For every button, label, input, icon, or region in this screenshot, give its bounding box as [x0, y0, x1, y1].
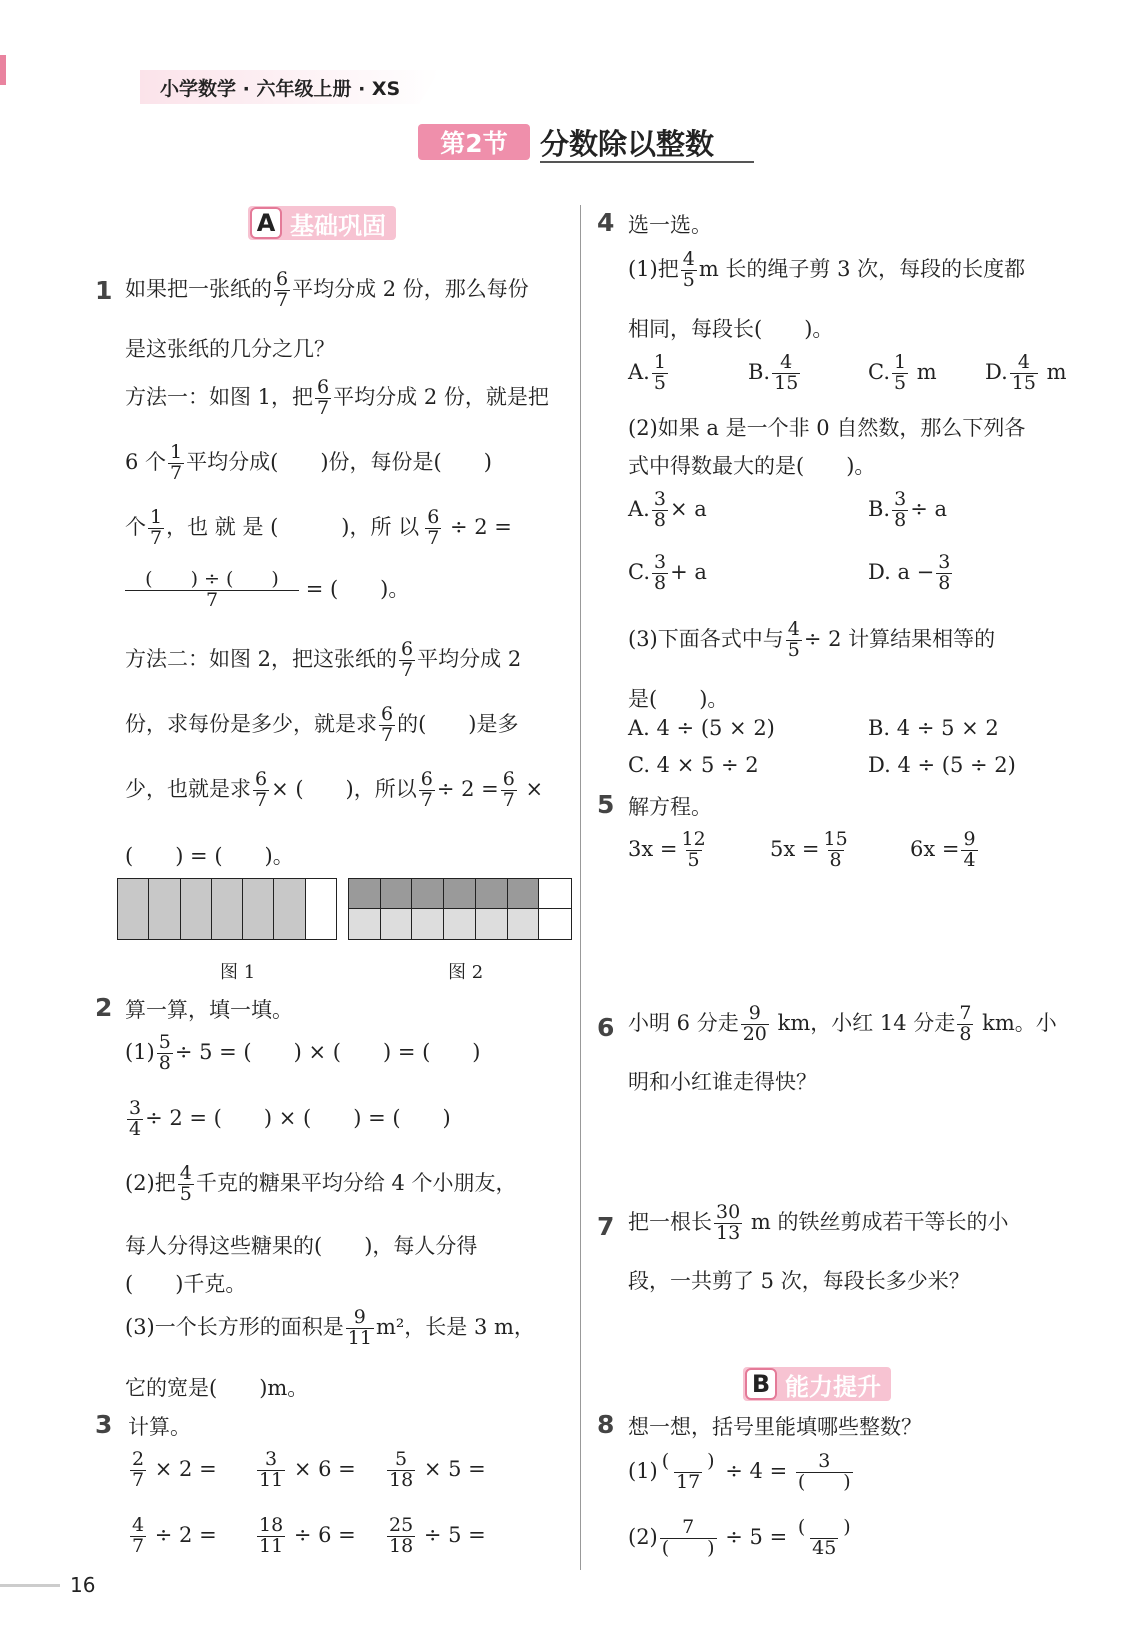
operation: ÷ 4 = — [725, 1458, 788, 1483]
numerator: 6 — [401, 638, 414, 660]
q4-sub3-option: A. 4 ÷ (5 × 2) — [628, 716, 775, 740]
q4-sub3-line2: 是( )。 — [628, 687, 729, 711]
fig1-cell-shaded — [274, 879, 305, 939]
numerator: 3 — [265, 1448, 278, 1470]
text: 平均分成 2 份，就是把 — [333, 384, 549, 409]
q5-number: 5 — [597, 790, 615, 819]
q6-line1 — [628, 1004, 1057, 1045]
q4-sub2-line2: 式中得数最大的是( )。 — [628, 454, 876, 478]
q8-row1 — [628, 1452, 855, 1493]
denominator: 15 — [774, 371, 799, 394]
q5-equation — [910, 830, 980, 871]
q4-sub1-line2: 相同，每段长( )。 — [628, 317, 834, 341]
text: × — [525, 776, 544, 801]
denominator: 7 — [132, 1468, 145, 1491]
fraction — [936, 553, 952, 594]
fraction — [892, 490, 908, 531]
option-letter: C. — [628, 559, 650, 584]
q4-sub3-line1 — [628, 620, 995, 661]
fraction — [786, 620, 802, 661]
text: ÷ 2 = — [449, 514, 512, 539]
text: (1) — [628, 1458, 658, 1483]
denominator: 45 — [812, 1536, 837, 1559]
fig1-cell-shaded — [181, 879, 212, 939]
fig2-cell-light — [476, 909, 508, 939]
numerator: 1 — [170, 441, 183, 463]
operation: ÷ 5 = — [423, 1522, 486, 1547]
fraction — [315, 378, 331, 419]
fraction — [821, 830, 849, 871]
fraction — [796, 1518, 853, 1559]
fraction — [257, 1516, 285, 1557]
fraction — [274, 270, 290, 311]
unit: m — [1046, 359, 1067, 384]
fraction — [652, 353, 668, 394]
numerator: ( ) — [797, 1516, 851, 1538]
numerator: 9 — [748, 1002, 761, 1024]
text: (1)把 — [628, 256, 679, 281]
expression: + a — [670, 559, 707, 584]
option-letter: D. — [985, 359, 1008, 384]
q1-line4 — [125, 443, 492, 484]
option-letter: D. — [868, 559, 891, 584]
denominator: 5 — [653, 371, 666, 394]
fraction — [660, 1452, 717, 1493]
operation: × 5 = — [423, 1456, 486, 1481]
numerator: 9 — [963, 828, 976, 850]
fraction — [1010, 353, 1038, 394]
fraction — [399, 640, 415, 681]
text: (3)下面各式中与 — [628, 626, 784, 651]
text: ÷ 2 计算结果相等的 — [803, 626, 996, 651]
fraction — [652, 490, 668, 531]
denominator: 18 — [389, 1534, 414, 1557]
denominator: 11 — [347, 1326, 372, 1349]
q3-item — [255, 1450, 356, 1491]
q3-item — [128, 1450, 217, 1491]
q4-sub1-option — [748, 353, 802, 394]
denominator: 7 — [317, 396, 330, 419]
q1-line5 — [125, 508, 512, 549]
fig1-cell-empty — [306, 879, 336, 939]
denominator: 8 — [959, 1022, 972, 1045]
denominator: 8 — [938, 571, 951, 594]
fraction — [652, 553, 668, 594]
text: 份，求每份是多少，就是求 — [125, 711, 377, 736]
denominator: ( ) — [797, 1470, 851, 1493]
text: 平均分成( )份，每份是( ) — [186, 449, 492, 474]
denominator: ( ) — [661, 1536, 715, 1559]
page-corner-mark — [0, 55, 6, 85]
fig2-cell-light — [444, 909, 476, 939]
text: (3)一个长方形的面积是 — [125, 1314, 344, 1339]
denominator: 4 — [963, 848, 976, 871]
q1-number: 1 — [95, 276, 113, 305]
equation-lhs: 6x = — [910, 836, 960, 861]
q4-sub3-option: C. 4 × 5 ÷ 2 — [628, 753, 759, 777]
fraction — [127, 1099, 143, 1140]
fraction — [130, 1450, 146, 1491]
fraction — [253, 770, 269, 811]
q4-sub2-option — [628, 553, 707, 594]
fig1-cell-shaded — [149, 879, 180, 939]
fraction — [681, 250, 697, 291]
fraction — [419, 770, 435, 811]
denominator: 11 — [259, 1534, 284, 1557]
numerator: 18 — [259, 1514, 284, 1536]
text: (2) — [628, 1524, 658, 1549]
text: 的( )是多 — [397, 711, 519, 736]
fraction — [892, 353, 908, 394]
fraction — [387, 1516, 415, 1557]
fraction — [679, 830, 707, 871]
text: × ( )，所以 — [271, 776, 417, 801]
numerator: 6 — [427, 506, 440, 528]
q1-line2: 是这张纸的几分之几？ — [125, 337, 335, 361]
denominator: 7 — [276, 288, 289, 311]
fig2-cell-dark — [476, 879, 508, 909]
fraction — [796, 1452, 853, 1493]
q4-sub1-option — [628, 353, 670, 394]
fig2-cell-empty — [539, 879, 571, 909]
text: 小明 6 分走 — [628, 1010, 739, 1035]
expression: × a — [669, 496, 707, 521]
text: 6 个 — [125, 449, 167, 474]
numerator: 3 — [938, 551, 951, 573]
q2-part3-line2: 它的宽是( )m。 — [125, 1376, 309, 1400]
text: 方法一：如图 1，把 — [125, 384, 314, 409]
q2-number: 2 — [95, 993, 113, 1022]
denominator: 5 — [687, 848, 700, 871]
fig2-cell-light — [508, 909, 540, 939]
numerator: 2 — [132, 1448, 145, 1470]
q1-line6 — [125, 570, 409, 611]
denominator: 8 — [894, 508, 907, 531]
option-letter: C. — [868, 359, 890, 384]
q7-line2: 段，一共剪了 5 次，每段长多少米？ — [628, 1269, 970, 1293]
q5-equation — [628, 830, 710, 871]
denominator: 5 — [682, 268, 695, 291]
title-underline — [540, 161, 754, 163]
denominator: 7 — [125, 590, 299, 611]
numerator: 3 — [129, 1097, 142, 1119]
fraction — [168, 443, 184, 484]
fig2-cell-dark — [349, 879, 381, 909]
part-a-heading — [248, 206, 396, 240]
operation: × 2 = — [154, 1456, 217, 1481]
fraction — [346, 1308, 374, 1349]
q4-sub2-option — [868, 553, 954, 594]
q4-sub2-option — [628, 490, 707, 531]
option-letter: A. — [628, 496, 650, 521]
part-a-badge: A — [250, 207, 282, 239]
text: 少，也就是求 — [125, 776, 251, 801]
q4-number: 4 — [597, 208, 615, 237]
fraction — [660, 1518, 717, 1559]
part-b-label: 能力提升 — [785, 1372, 881, 1401]
q3-item — [128, 1516, 217, 1557]
operation: ÷ 5 = — [725, 1524, 788, 1549]
numerator: 3 — [818, 1450, 831, 1472]
q1-line1 — [125, 270, 529, 311]
option-letter: A. — [628, 359, 650, 384]
numerator: 5 — [395, 1448, 408, 1470]
part-b-heading — [743, 1367, 891, 1401]
page-number-rule — [0, 1584, 60, 1587]
text: 把一根长 — [628, 1209, 712, 1234]
denominator: 7 — [502, 788, 515, 811]
numerator: 15 — [823, 828, 848, 850]
q4-sub3-option: B. 4 ÷ 5 × 2 — [868, 716, 999, 740]
denominator: 8 — [158, 1051, 171, 1074]
fraction — [387, 1450, 415, 1491]
numerator: 6 — [255, 768, 268, 790]
numerator: 6 — [420, 768, 433, 790]
text: m²，长是 3 m， — [375, 1314, 535, 1339]
q2-part2-line2: 每人分得这些糖果的( )，每人分得 — [125, 1234, 478, 1258]
q4-sub2-option — [868, 490, 947, 531]
numerator: 1 — [150, 506, 163, 528]
denominator: 13 — [716, 1221, 741, 1244]
fraction — [178, 1164, 194, 1205]
fraction — [961, 830, 977, 871]
text: 如果把一张纸的 — [125, 276, 272, 301]
fig2-cell-light — [381, 909, 413, 939]
fig2-cell-dark — [444, 879, 476, 909]
equation-lhs: 5x = — [770, 836, 820, 861]
page-number: 16 — [70, 1573, 96, 1597]
numerator: 4 — [1017, 351, 1030, 373]
q3-item — [385, 1450, 486, 1491]
text: (1) — [125, 1039, 155, 1064]
operation: ÷ 6 = — [293, 1522, 356, 1547]
text: 千克的糖果平均分给 4 个小朋友， — [195, 1170, 517, 1195]
denominator: 8 — [653, 508, 666, 531]
operation: ÷ 2 = — [154, 1522, 217, 1547]
denominator: 7 — [132, 1534, 145, 1557]
q2-part1-line2 — [125, 1099, 451, 1140]
text: ÷ 2 = ( ) × ( ) = ( ) — [145, 1105, 451, 1130]
text: 平均分成 2 — [417, 646, 522, 671]
text: ÷ 5 = ( ) × ( ) = ( ) — [174, 1039, 481, 1064]
q4-sub1-option — [985, 353, 1067, 394]
fig1-cell-shaded — [118, 879, 149, 939]
part-a-label: 基础巩固 — [290, 211, 386, 240]
denominator: 5 — [179, 1182, 192, 1205]
numerator: 4 — [682, 248, 695, 270]
fraction — [148, 508, 164, 549]
fraction — [257, 1450, 285, 1491]
q4-sub1-line1 — [628, 250, 1025, 291]
q8-title: 想一想，括号里能填哪些整数？ — [628, 1415, 922, 1439]
q5-title: 解方程。 — [628, 795, 712, 819]
q1-line9 — [125, 770, 543, 811]
text: m 的铁丝剪成若干等长的小 — [750, 1209, 1009, 1234]
fig1-cell-shaded — [212, 879, 243, 939]
text: ÷ 2 = — [436, 776, 499, 801]
numerator: 1 — [894, 351, 907, 373]
numerator: 4 — [179, 1162, 192, 1184]
denominator: 20 — [742, 1022, 767, 1045]
fig2-cell-dark — [412, 879, 444, 909]
option-letter: B. — [868, 496, 891, 521]
q3-item — [255, 1516, 356, 1557]
q5-equation — [770, 830, 852, 871]
figure-1 — [117, 878, 337, 940]
denominator: 7 — [150, 526, 163, 549]
text: m 长的绳子剪 3 次，每段的长度都 — [698, 256, 1026, 281]
fraction — [379, 705, 395, 746]
denominator: 7 — [427, 526, 440, 549]
denominator: 7 — [401, 658, 414, 681]
q8-row2 — [628, 1518, 855, 1559]
q2-part1-line1 — [125, 1033, 480, 1074]
unit: m — [916, 359, 937, 384]
expression: ÷ a — [910, 496, 947, 521]
q6-number: 6 — [597, 1013, 615, 1042]
q4-sub3-option: D. 4 ÷ (5 ÷ 2) — [868, 753, 1016, 777]
numerator: ( ) — [661, 1450, 715, 1472]
fraction — [130, 1516, 146, 1557]
text: = ( )。 — [305, 576, 410, 601]
column-divider — [580, 205, 581, 1570]
numerator: 6 — [381, 703, 394, 725]
numerator: 7 — [959, 1002, 972, 1024]
q7-line1 — [628, 1203, 1008, 1244]
fig2-cell-light — [412, 909, 444, 939]
denominator: 5 — [894, 371, 907, 394]
text: (2)把 — [125, 1170, 176, 1195]
numerator: ( ) ÷ ( ) — [145, 568, 279, 590]
denominator: 7 — [170, 461, 183, 484]
denominator: 18 — [389, 1468, 414, 1491]
fraction — [714, 1203, 742, 1244]
fraction — [425, 508, 441, 549]
equation-lhs: 3x = — [628, 836, 678, 861]
numerator: 3 — [894, 488, 907, 510]
q3-item — [385, 1516, 486, 1557]
part-b-badge: B — [745, 1368, 777, 1400]
text: ，也 就 是 ( )，所 以 — [166, 514, 420, 539]
text: 方法二：如图 2，把这张纸的 — [125, 646, 398, 671]
denominator: 11 — [259, 1468, 284, 1491]
book-title: 小学数学 · 六年级上册 · XS — [160, 78, 401, 100]
q2-title: 算一算，填一填。 — [125, 998, 293, 1022]
text: km。小 — [982, 1010, 1057, 1035]
denominator: 15 — [1011, 371, 1036, 394]
text: km，小红 14 分走 — [777, 1010, 956, 1035]
fig2-cell-light — [349, 909, 381, 939]
section-title: 分数除以整数 — [540, 127, 715, 161]
q6-line2: 明和小红谁走得快？ — [628, 1070, 817, 1094]
fraction — [772, 353, 800, 394]
denominator: 7 — [420, 788, 433, 811]
q3-title: 计算。 — [128, 1415, 191, 1439]
numerator: 12 — [681, 828, 706, 850]
fig2-cell-dark — [381, 879, 413, 909]
q2-part2-line3: ( )千克。 — [125, 1272, 247, 1296]
q8-number: 8 — [597, 1410, 615, 1439]
denominator: 7 — [381, 723, 394, 746]
figure-2 — [348, 878, 572, 940]
fraction — [157, 1033, 173, 1074]
text: 平均分成 2 份，那么每份 — [292, 276, 529, 301]
numerator: 4 — [780, 351, 793, 373]
denominator: 8 — [654, 571, 667, 594]
operation: × 6 = — [293, 1456, 356, 1481]
numerator: 5 — [158, 1031, 171, 1053]
q7-number: 7 — [597, 1212, 615, 1241]
fig1-cell-shaded — [243, 879, 274, 939]
q4-sub2-line1: (2)如果 a 是一个非 0 自然数，那么下列各 — [628, 416, 1026, 440]
denominator: 17 — [676, 1470, 701, 1493]
figure-1-caption: 图 1 — [220, 962, 256, 983]
numerator: 25 — [389, 1514, 414, 1536]
expression: a − — [897, 559, 935, 584]
numerator: 3 — [653, 488, 666, 510]
numerator: 1 — [653, 351, 666, 373]
numerator: 6 — [502, 768, 515, 790]
q1-line8 — [125, 705, 518, 746]
fraction — [957, 1004, 973, 1045]
numerator: 6 — [276, 268, 289, 290]
q2-part2-line1 — [125, 1164, 517, 1205]
numerator: 9 — [353, 1306, 366, 1328]
numerator: 3 — [654, 551, 667, 573]
denominator: 8 — [829, 848, 842, 871]
numerator: 30 — [716, 1201, 741, 1223]
q2-part3-line1 — [125, 1308, 535, 1349]
fraction — [741, 1004, 769, 1045]
fraction — [127, 570, 297, 611]
denominator: 5 — [787, 638, 800, 661]
denominator: 7 — [255, 788, 268, 811]
numerator: 4 — [132, 1514, 145, 1536]
fig2-cell-dark — [508, 879, 540, 909]
q1-line7 — [125, 640, 521, 681]
fig2-cell-empty — [539, 909, 571, 939]
q1-line10: ( ) = ( )。 — [125, 844, 294, 868]
numerator: 7 — [682, 1516, 695, 1538]
figure-2-caption: 图 2 — [448, 962, 484, 983]
q4-sub1-option — [868, 353, 937, 394]
fraction — [501, 770, 517, 811]
option-letter: B. — [748, 359, 771, 384]
q4-title: 选一选。 — [628, 213, 712, 237]
numerator: 4 — [787, 618, 800, 640]
q3-number: 3 — [95, 1410, 113, 1439]
numerator: 6 — [317, 376, 330, 398]
text: 个 — [125, 514, 146, 539]
q1-line3 — [125, 378, 549, 419]
section-tag: 第2节 — [418, 124, 530, 160]
denominator: 4 — [129, 1117, 142, 1140]
